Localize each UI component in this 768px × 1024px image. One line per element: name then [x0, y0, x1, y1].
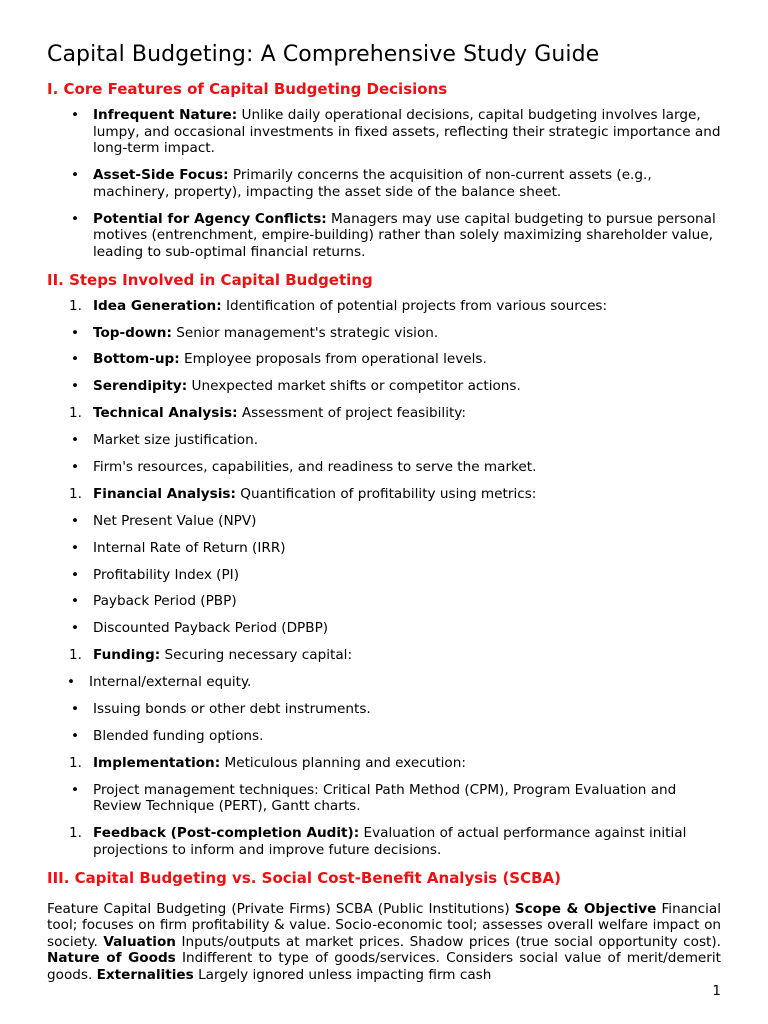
item-text: Meticulous planning and execution: [220, 754, 466, 771]
comparison-paragraph [47, 901, 721, 984]
bullet-marker: • [70, 539, 80, 556]
numbered-step [47, 825, 721, 858]
list-item [47, 167, 721, 200]
bullet-marker: • [70, 432, 80, 449]
item-text: Primarily concerns the acquisition of non-current assets (e.g., machinery, property), impacting the asset side of the balance sheet. [93, 167, 652, 200]
steps-list [47, 298, 721, 859]
item-label: Infrequent Nature: [93, 107, 238, 123]
comparison-text: Largely ignored unless impacting firm cash [193, 967, 492, 984]
bullet-marker: • [70, 167, 80, 184]
comparison-term: Scope & Objective [514, 900, 657, 917]
numbered-step [47, 647, 721, 664]
comparison-text: Inputs/outputs at market prices. Shadow prices (true social opportunity cost). [175, 933, 721, 950]
bullet-marker: • [70, 210, 80, 227]
bullet-item [47, 432, 721, 449]
numbered-step [47, 298, 721, 315]
item-text: Identification of potential projects from various sources: [221, 297, 608, 314]
item-text: Evaluation of actual performance against initial projections to inform and improve future decisions. [93, 825, 687, 858]
page-title: Capital Budgeting: A Comprehensive Study Guide [47, 42, 600, 67]
item-label: Bottom-up: [93, 351, 180, 368]
item-text: Firm's resources, capabilities, and readiness to serve the market. [93, 458, 537, 475]
numbered-step [47, 755, 721, 772]
step-number: 1. [69, 647, 82, 664]
bullet-item [47, 567, 721, 584]
bullet-item [47, 540, 721, 557]
item-text: Profitability Index (PI) [93, 566, 239, 583]
bullet-marker: • [70, 727, 80, 744]
bullet-marker: • [70, 324, 80, 341]
item-text: Unexpected market shifts or competitor actions. [187, 378, 521, 395]
bullet-marker: • [70, 781, 80, 798]
core-features-list [47, 107, 721, 260]
bullet-marker: • [70, 593, 80, 610]
item-text: Project management techniques: Critical Path Method (CPM), Program Evaluation and Review Technique (PERT), Gantt charts. [93, 781, 677, 815]
comparison-text: Feature Capital Budgeting (Private Firms) SCBA (Public Institutions) [47, 900, 515, 917]
bullet-item [47, 782, 721, 815]
bullet-item [47, 674, 721, 691]
comparison-term: Externalities [96, 967, 194, 984]
section-heading-comparison: III. Capital Budgeting vs. Social Cost-Benefit Analysis (SCBA) [47, 868, 562, 887]
comparison-term: Valuation [103, 933, 176, 950]
document-page [47, 40, 721, 984]
item-text: Internal/external equity. [89, 674, 252, 691]
item-label: Funding: [93, 647, 161, 664]
list-item [47, 211, 721, 261]
item-label: Top-down: [93, 324, 172, 341]
bullet-item [47, 620, 721, 637]
bullet-item [47, 593, 721, 610]
bullet-item [47, 378, 721, 395]
item-label: Idea Generation: [93, 297, 222, 314]
item-text: Managers may use capital budgeting to pursue personal motives (entrenchment, empire-building) rather than solely maximizing shareholder value, leading to sub-optimal financial returns. [93, 210, 716, 260]
bullet-marker: • [70, 701, 80, 717]
item-text: Discounted Payback Period (DPBP) [93, 620, 329, 637]
item-text: Employee proposals from operational levels. [179, 351, 487, 368]
item-label: Implementation: [93, 754, 221, 771]
item-label: Technical Analysis: [93, 405, 238, 422]
bullet-item [47, 728, 721, 745]
item-text: Senior management's strategic vision. [171, 324, 439, 341]
item-label: Asset-Side Focus: [93, 167, 229, 184]
bullet-item [47, 701, 721, 718]
step-number: 1. [69, 297, 82, 314]
comparison-text: Indifferent to type of goods/services. Considers social value of merit/demerit goods. [47, 950, 721, 984]
bullet-item [47, 325, 721, 342]
bullet-marker: • [70, 458, 80, 475]
item-text: Market size justification. [93, 432, 259, 449]
section-heading-steps: II. Steps Involved in Capital Budgeting [47, 270, 373, 289]
item-label: Potential for Agency Conflicts: [93, 210, 327, 227]
list-item [47, 107, 721, 157]
bullet-marker: • [70, 107, 80, 123]
numbered-step [47, 405, 721, 422]
comparison-text: Financial tool; focuses on firm profitability & value. Socio-economic tool; assesses overall welfare impact on society. [47, 900, 722, 950]
step-number: 1. [69, 754, 82, 771]
item-label: Financial Analysis: [93, 485, 236, 502]
step-number: 1. [69, 485, 82, 502]
bullet-item [47, 513, 721, 530]
item-text: Unlike daily operational decisions, capital budgeting involves large, lumpy, and occasional investments in fixed assets, reflecting their strategic importance and long-term impact. [93, 107, 721, 157]
bullet-marker: • [70, 512, 80, 529]
step-number: 1. [69, 405, 82, 422]
item-text: Internal Rate of Return (IRR) [93, 539, 286, 556]
section-heading-core-features: I. Core Features of Capital Budgeting Decisions [47, 80, 448, 98]
bullet-marker: • [66, 674, 76, 691]
item-text: Quantification of profitability using metrics: [235, 485, 537, 502]
bullet-item [47, 459, 721, 476]
step-number: 1. [69, 825, 82, 842]
comparison-term: Nature of Goods [47, 950, 176, 967]
bullet-marker: • [70, 378, 80, 395]
bullet-marker: • [70, 566, 80, 583]
bullet-marker: • [70, 620, 80, 637]
bullet-item [47, 351, 721, 368]
item-text: Securing necessary capital: [160, 647, 353, 664]
bullet-marker: • [70, 351, 80, 368]
item-text: Blended funding options. [93, 727, 264, 744]
item-text: Issuing bonds or other debt instruments. [93, 701, 371, 717]
page-number: 1 [712, 983, 721, 999]
item-label: Serendipity: [93, 378, 188, 395]
item-text: Payback Period (PBP) [93, 593, 237, 610]
item-label: Feedback (Post-completion Audit): [93, 825, 360, 842]
numbered-step [47, 486, 721, 503]
item-text: Net Present Value (NPV) [93, 512, 257, 529]
item-text: Assessment of project feasibility: [237, 405, 466, 422]
